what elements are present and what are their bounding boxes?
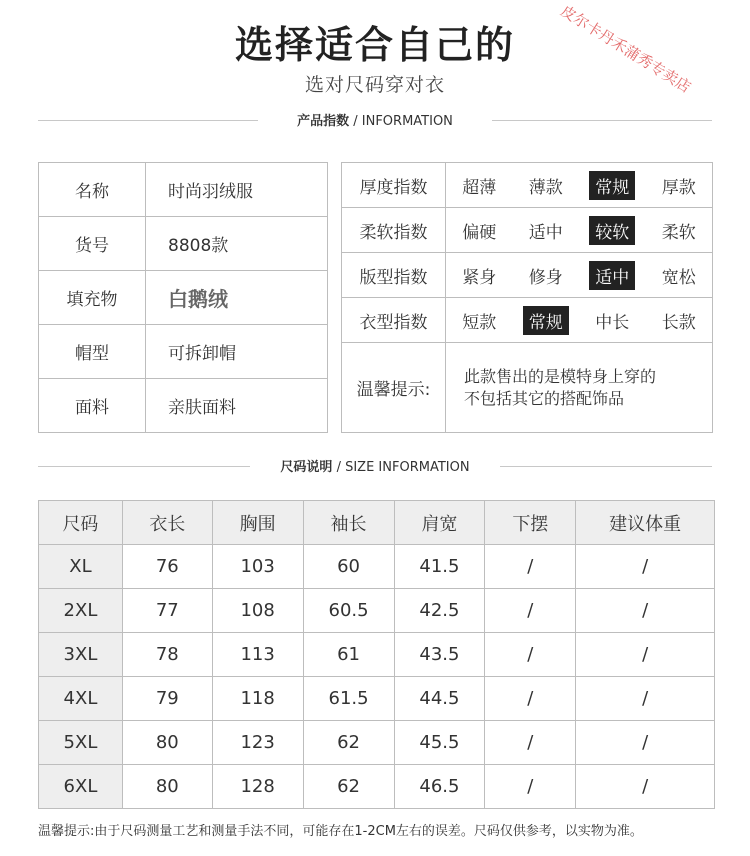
index-table — [341, 162, 713, 433]
product-row — [39, 217, 328, 271]
product-value: 8808款 — [146, 217, 328, 271]
table-cell: 60.5 — [303, 589, 394, 633]
column-header: 衣长 — [122, 501, 212, 545]
section-title — [0, 110, 750, 129]
table-cell: 46.5 — [394, 765, 485, 809]
product-value: 亲肤面料 — [146, 379, 328, 433]
table-cell: / — [576, 589, 715, 633]
product-value: 白鹅绒 — [146, 271, 328, 325]
index-label: 厚度指数 — [342, 163, 446, 208]
index-option: 偏硬 — [462, 222, 497, 243]
table-cell: 43.5 — [394, 633, 485, 677]
index-option: 短款 — [462, 312, 497, 333]
index-options — [446, 253, 712, 297]
table-cell: 61.5 — [303, 677, 394, 721]
tip-row — [342, 343, 713, 433]
table-cell: 79 — [122, 677, 212, 721]
table-cell: 60 — [303, 545, 394, 589]
table-cell: 108 — [212, 589, 303, 633]
table-cell: / — [576, 633, 715, 677]
footer-note: 温馨提示:由于尺码测量工艺和测量手法不同，可能存在1-2CM左右的误差。尺码仅供参考，以实物为准。 — [38, 824, 643, 839]
tip-line: 此款售出的是模特身上穿的 — [464, 366, 657, 386]
table-row — [39, 545, 715, 589]
table-cell: 113 — [212, 633, 303, 677]
product-row — [39, 163, 328, 217]
product-key: 面料 — [39, 379, 146, 433]
index-options — [446, 163, 712, 207]
index-label: 衣型指数 — [342, 298, 446, 343]
table-cell: / — [485, 677, 576, 721]
size-label-cell: 3XL — [39, 633, 123, 677]
product-section-heading — [0, 110, 750, 130]
size-label-cell: 5XL — [39, 721, 123, 765]
product-row — [39, 325, 328, 379]
size-table — [38, 500, 715, 809]
column-header: 袖长 — [303, 501, 394, 545]
index-label: 版型指数 — [342, 253, 446, 298]
table-cell: 118 — [212, 677, 303, 721]
table-cell: 45.5 — [394, 721, 485, 765]
table-cell: 76 — [122, 545, 212, 589]
column-header: 尺码 — [39, 501, 123, 545]
product-key: 货号 — [39, 217, 146, 271]
table-cell: / — [485, 545, 576, 589]
product-key: 填充物 — [39, 271, 146, 325]
column-header: 下摆 — [485, 501, 576, 545]
section-title — [0, 456, 750, 475]
table-cell: 61 — [303, 633, 394, 677]
table-cell: 44.5 — [394, 677, 485, 721]
table-cell: / — [576, 545, 715, 589]
table-cell: 62 — [303, 765, 394, 809]
index-option: 较软 — [579, 216, 646, 245]
column-header: 胸围 — [212, 501, 303, 545]
size-label-cell: XL — [39, 545, 123, 589]
table-cell: / — [485, 765, 576, 809]
table-row — [39, 589, 715, 633]
index-options — [446, 298, 712, 342]
table-cell: / — [485, 721, 576, 765]
section-title-cn: 尺码说明 — [280, 460, 333, 475]
table-row — [39, 765, 715, 809]
index-option: 柔软 — [661, 222, 696, 243]
index-option: 紧身 — [462, 267, 497, 288]
index-option: 厚款 — [661, 177, 696, 198]
product-info-table — [38, 162, 328, 433]
table-cell: / — [576, 677, 715, 721]
index-row — [342, 253, 713, 298]
table-cell: 123 — [212, 721, 303, 765]
index-row — [342, 163, 713, 208]
size-label-cell: 2XL — [39, 589, 123, 633]
index-option: 适中 — [528, 222, 563, 243]
product-key: 名称 — [39, 163, 146, 217]
index-row — [342, 298, 713, 343]
page-title: 选择适合自己的 — [234, 23, 515, 67]
table-cell: 42.5 — [394, 589, 485, 633]
tip-label: 温馨提示: — [342, 343, 446, 433]
index-option: 中长 — [595, 312, 630, 333]
table-row — [39, 677, 715, 721]
index-label: 柔软指数 — [342, 208, 446, 253]
product-value: 可拆卸帽 — [146, 325, 328, 379]
index-option: 长款 — [661, 312, 696, 333]
product-row — [39, 379, 328, 433]
index-option: 薄款 — [528, 177, 563, 198]
size-section-heading — [0, 456, 750, 476]
tip-text — [446, 343, 713, 433]
product-key: 帽型 — [39, 325, 146, 379]
table-cell: 80 — [122, 765, 212, 809]
table-cell: 128 — [212, 765, 303, 809]
index-options — [446, 208, 712, 252]
table-cell: / — [485, 589, 576, 633]
table-row — [39, 633, 715, 677]
product-row — [39, 271, 328, 325]
tip-line: 不包括其它的搭配饰品 — [464, 388, 625, 408]
product-value: 时尚羽绒服 — [146, 163, 328, 217]
index-option: 宽松 — [661, 267, 696, 288]
table-cell: 77 — [122, 589, 212, 633]
index-option: 修身 — [528, 267, 563, 288]
table-cell: 78 — [122, 633, 212, 677]
section-title-cn: 产品指数 — [297, 114, 350, 129]
index-option: 适中 — [579, 261, 646, 290]
index-option: 超薄 — [462, 177, 497, 198]
index-option: 常规 — [513, 306, 580, 335]
store-watermark: 皮尔卡丹禾蒲秀专卖店 — [557, 1, 695, 97]
column-header: 肩宽 — [394, 501, 485, 545]
table-cell: / — [576, 721, 715, 765]
index-row — [342, 208, 713, 253]
table-cell: 41.5 — [394, 545, 485, 589]
table-cell: 80 — [122, 721, 212, 765]
table-cell: 62 — [303, 721, 394, 765]
table-row — [39, 721, 715, 765]
column-header: 建议体重 — [576, 501, 715, 545]
index-option: 常规 — [579, 171, 646, 200]
table-cell: / — [485, 633, 576, 677]
size-header-row — [39, 501, 715, 545]
table-cell: 103 — [212, 545, 303, 589]
page-subtitle: 选对尺码穿对衣 — [304, 74, 445, 96]
section-title-en: / SIZE INFORMATION — [336, 460, 470, 475]
size-label-cell: 6XL — [39, 765, 123, 809]
table-cell: / — [576, 765, 715, 809]
size-label-cell: 4XL — [39, 677, 123, 721]
section-title-en: / INFORMATION — [353, 114, 453, 129]
